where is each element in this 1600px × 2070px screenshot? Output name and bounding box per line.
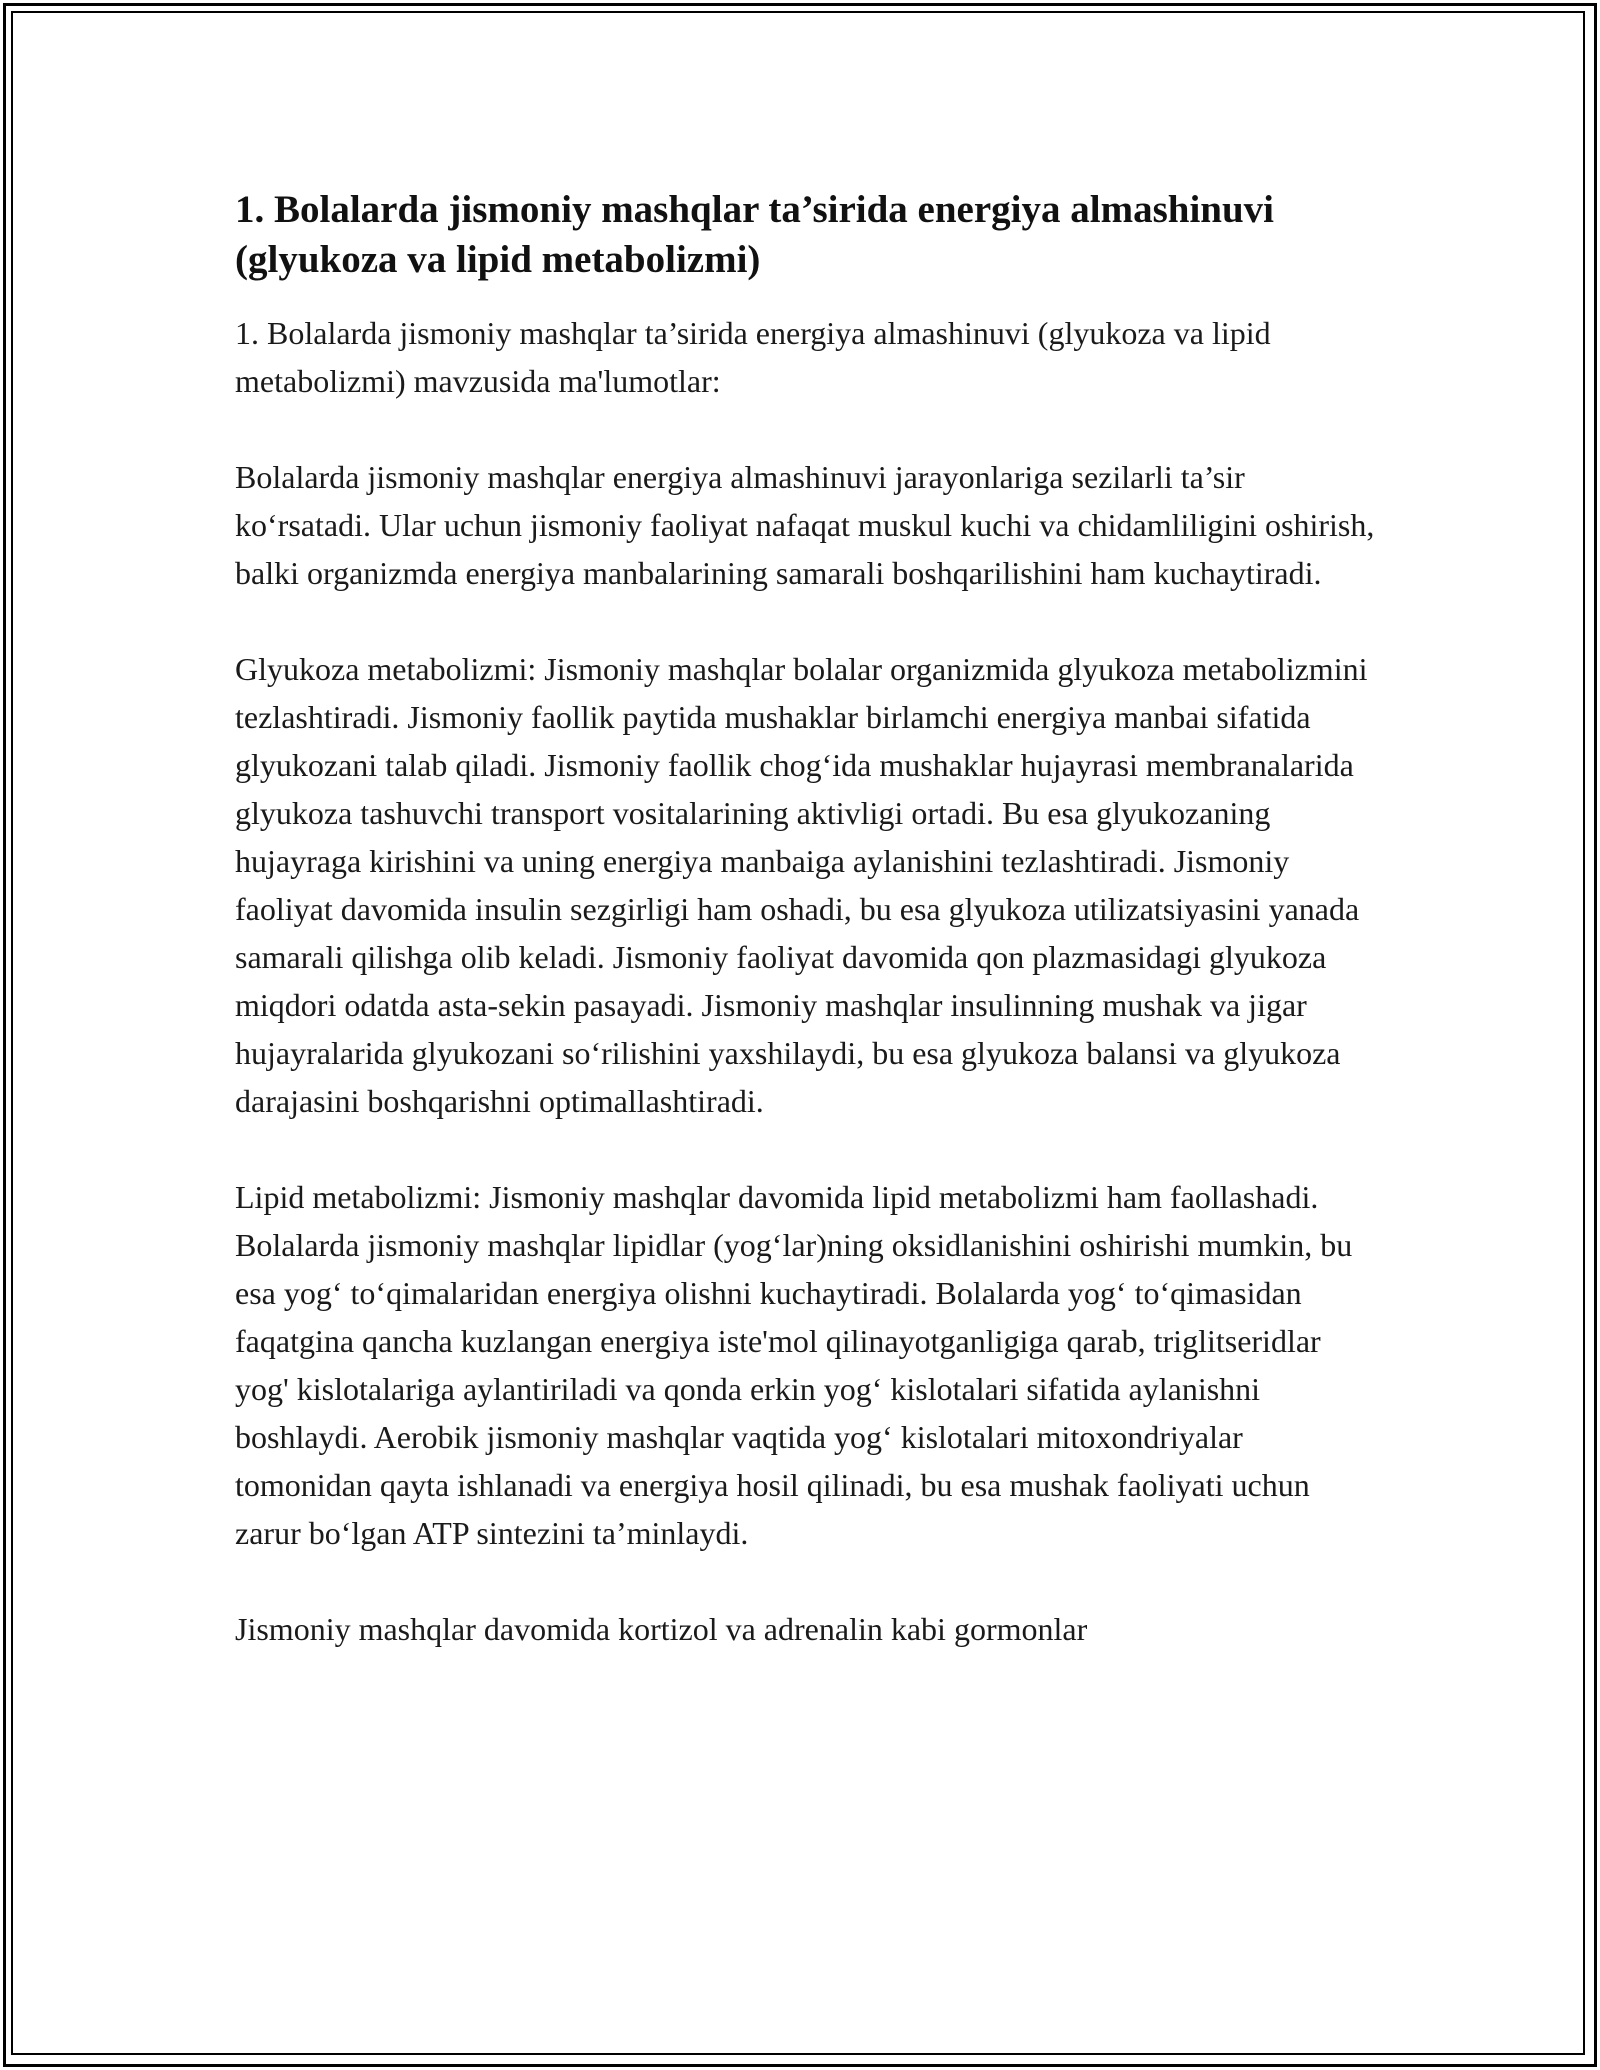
paragraph-intro: 1. Bolalarda jismoniy mashqlar ta’sirida energiya almashinuvi (glyukoza va lipid metabolizmi) mavzusida ma'lumotlar: [235,315,1271,399]
paragraph-glucose-metabolism: Glyukoza metabolizmi: Jismoniy mashqlar bolalar organizmida glyukoza metabolizmini tezlashtiradi. Jismoniy faollik paytida mushaklar birlamchi energiya manbai sifatida glyukozani talab qiladi. Jismoniy faollik chog‘ida mushaklar hujayrasi membranalarida glyukoza tashuvchi transport vositalarining aktivligi ortadi. Bu esa glyukozaning hujayraga kirishini va uning energiya manbaiga aylanishini tezlashtiradi. Jismoniy faoliyat davomida insulin sezgirligi ham oshadi, bu esa glyukoza utilizatsiyasini yanada samarali qilishga olib keladi. Jismoniy faoliyat davomida qon plazmasidagi glyukoza miqdori odatda asta-sekin pasayadi. Jismoniy mashqlar insulinning mushak va jigar hujayralarida glyukozani so‘rilishini yaxshilaydi, bu esa glyukoza balansi va glyukoza darajasini boshqarishni optimallashtiradi. [235,651,1368,1119]
paragraph-lipid-metabolism: Lipid metabolizmi: Jismoniy mashqlar davomida lipid metabolizmi ham faollashadi. Bolalarda jismoniy mashqlar lipidlar (yog‘lar)ning oksidlanishini oshirishi mumkin, bu esa yog‘ to‘qimalaridan energiya olishni kuchaytiradi. Bolalarda yog‘ to‘qimasidan faqatgina qancha kuzlangan energiya iste'mol qilinayotganligiga qarab, triglitseridlar yog' kislotalariga aylantiriladi va qonda erkin yog‘ kislotalari sifatida aylanishni boshlaydi. Aerobik jismoniy mashqlar vaqtida yog‘ kislotalari mitoxondriyalar tomonidan qayta ishlanadi va energiya hosil qilinadi, bu esa mushak faoliyati uchun zarur bo‘lgan ATP sintezini ta’minlaydi. [235,1179,1353,1551]
document-body [235,185,1375,1701]
document-title: 1. Bolalarda jismoniy mashqlar ta’sirida energiya almashinuvi (glyukoza va lipid metabolizmi) [235,188,1275,281]
paragraph-hormones: Jismoniy mashqlar davomida kortizol va adrenalin kabi gormonlar [235,1611,1088,1647]
paragraph-overview: Bolalarda jismoniy mashqlar energiya almashinuvi jarayonlariga sezilarli ta’sir ko‘rsatadi. Ular uchun jismoniy faoliyat nafaqat muskul kuchi va chidamliligini oshirish, balki organizmda energiya manbalarining samarali boshqarilishini ham kuchaytiradi. [235,459,1375,591]
